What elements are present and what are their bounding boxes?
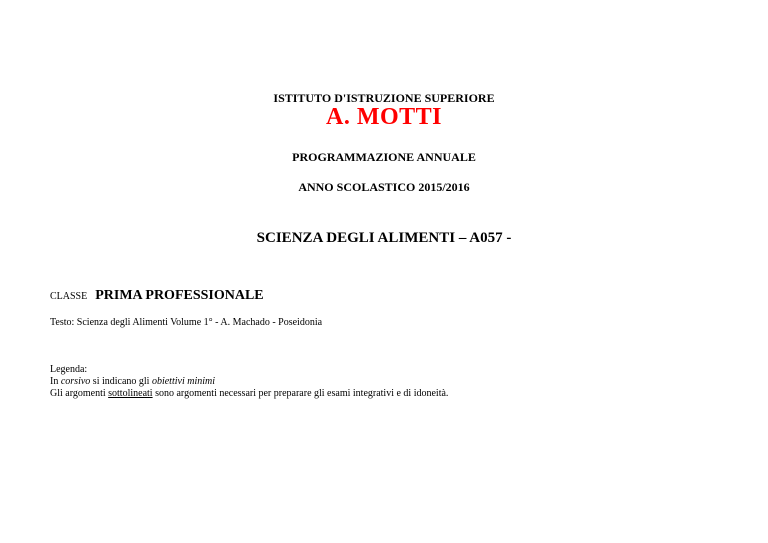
- legend-line2-suffix: sono argomenti necessari per preparare gli esami integrativi e di idoneità.: [152, 388, 449, 399]
- classe-value: PRIMA PROFESSIONALE: [95, 288, 264, 303]
- programme-title: PROGRAMMAZIONE ANNUALE: [292, 150, 476, 164]
- legend-line-underline: [50, 388, 448, 400]
- school-name: A. MOTTI: [325, 104, 442, 130]
- school-year: ANNO SCOLASTICO 2015/2016: [298, 180, 470, 194]
- textbook-line: Testo: Scienza degli Alimenti Volume 1° - A. Machado - Poseidonia: [50, 317, 323, 328]
- legend-title: Legenda:: [50, 364, 88, 375]
- legend-line1-middle: si indicano gli: [90, 376, 152, 387]
- legend-underlined-word: sottolineati: [108, 388, 153, 399]
- subject-title: SCIENZA DEGLI ALIMENTI – A057 -: [256, 230, 512, 246]
- legend-minimum-objectives: obiettivi minimi: [151, 376, 216, 387]
- legend-line-italic: [50, 376, 448, 388]
- institute-title: ISTITUTO D'ISTRUZIONE SUPERIORE: [273, 91, 495, 105]
- classe-line: [50, 286, 264, 304]
- legend-italic-word: corsivo: [60, 376, 91, 387]
- legend-line2-prefix: Gli argomenti: [50, 388, 109, 399]
- classe-label: CLASSE: [50, 291, 88, 302]
- legend-block: [50, 364, 448, 400]
- legend-line1-prefix: In: [50, 376, 61, 387]
